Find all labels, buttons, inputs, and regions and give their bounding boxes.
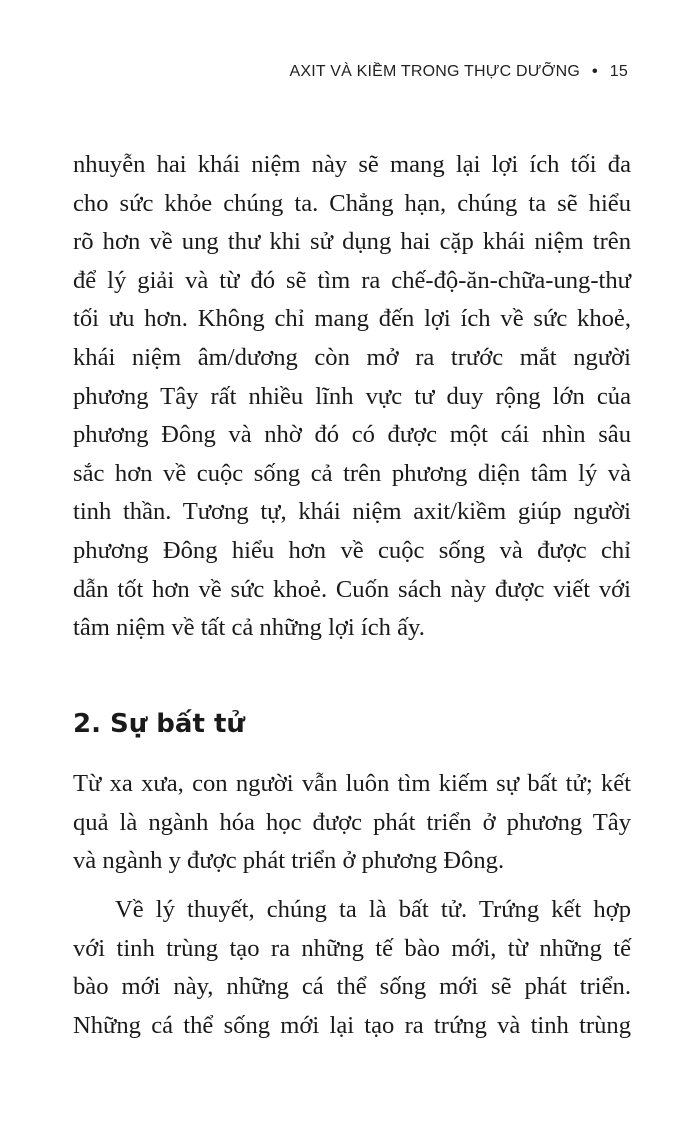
text-line: cho sức khỏe chúng ta. Chẳng hạn, chúng ta sẽ hiểu	[73, 189, 631, 217]
running-title: AXIT VÀ KIỀM TRONG THỰC DƯỠNG	[289, 63, 580, 80]
text-line: và ngành y được phát triển ở phương Đông.	[73, 847, 505, 875]
text-line: quả là ngành hóa học được phát triển ở phương Tây	[73, 808, 631, 836]
header-bullet: •	[591, 63, 598, 80]
text-line: dẫn tốt hơn về sức khoẻ. Cuốn sách này được viết với	[73, 575, 631, 603]
text-line: Từ xa xưa, con người vẫn luôn tìm kiếm sự bất tử; kết	[73, 770, 631, 797]
page-number: 15	[609, 63, 628, 80]
text-line: phương Đông và nhờ đó có được một cái nhìn sâu	[73, 421, 631, 449]
text-line: tâm niệm về tất cả những lợi ích ấy.	[73, 614, 425, 642]
text-line: tinh thần. Tương tự, khái niệm axit/kiềm giúp người	[73, 498, 631, 526]
text-line: Về lý thuyết, chúng ta là bất tử. Trứng kết hợp	[115, 896, 631, 923]
text-line: khái niệm âm/dương còn mở ra trước mắt người	[73, 343, 631, 371]
paragraph-2	[73, 765, 631, 881]
text-line: phương Tây rất nhiều lĩnh vực tư duy rộng lớn của	[73, 382, 631, 410]
text-line: bào mới này, những cá thể sống mới sẽ phát triển.	[73, 973, 631, 1001]
text-line: tối ưu hơn. Không chỉ mang đến lợi ích về sức khoẻ,	[73, 305, 631, 333]
text-line: phương Đông hiểu hơn về cuộc sống và được chỉ	[73, 536, 631, 564]
paragraph-3	[73, 891, 631, 1045]
paragraph-1	[73, 146, 631, 648]
text-line: Những cá thể sống mới lại tạo ra trứng và tinh trùng	[73, 1011, 631, 1039]
text-line: rõ hơn về ung thư khi sử dụng hai cặp khái niệm trên	[73, 228, 631, 256]
text-line: nhuyễn hai khái niệm này sẽ mang lại lợi ích tối đa	[73, 151, 631, 178]
section-heading: 2. Sự bất tử	[73, 709, 245, 739]
text-line: để lý giải và từ đó sẽ tìm ra chế-độ-ăn-chữa-ung-thư	[73, 266, 631, 294]
text-line: với tinh trùng tạo ra những tế bào mới, từ những tế	[73, 934, 631, 962]
running-header	[0, 63, 628, 81]
text-line: sắc hơn về cuộc sống cả trên phương diện tâm lý và	[73, 459, 631, 487]
